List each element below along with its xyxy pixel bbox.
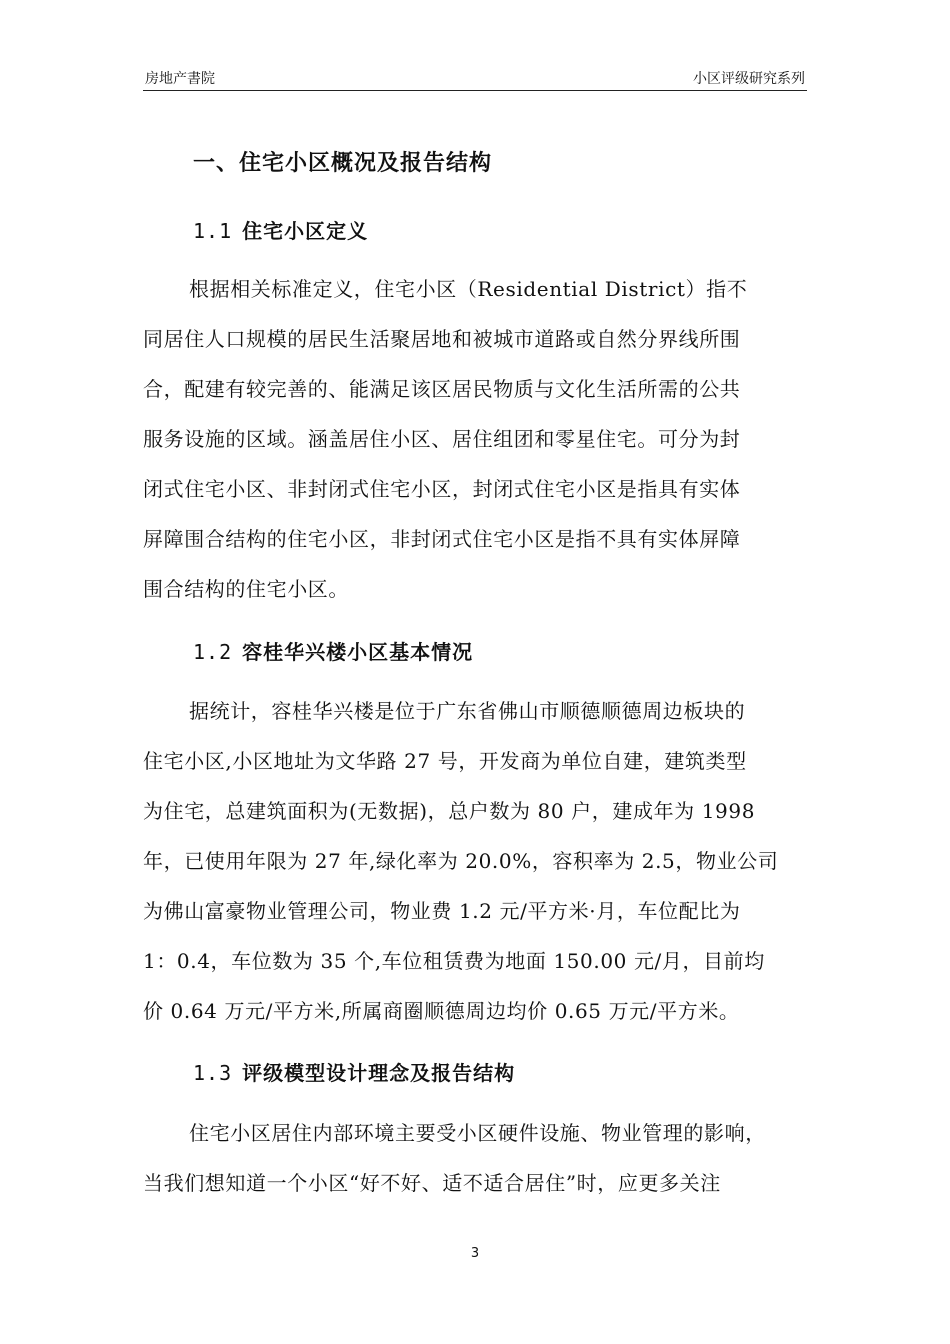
paragraph-line: 1：0.4，车位数为 35 个,车位租赁费为地面 150.00 元/月，目前均	[143, 949, 765, 973]
paragraph-line: 住宅小区居住内部环境主要受小区硬件设施、物业管理的影响，	[189, 1121, 766, 1145]
paragraph-line: 当我们想知道一个小区“好不好、适不适合居住”时，应更多关注	[143, 1171, 721, 1195]
heading-1-3-title: 评级模型设计理念及报告结构	[242, 1061, 516, 1085]
heading-1-1-number: 1.1	[193, 219, 233, 243]
paragraph-line: 年，已使用年限为 27 年,绿化率为 20.0%，容积率为 2.5，物业公司	[143, 849, 779, 873]
heading-1-3-number: 1.3	[193, 1061, 233, 1085]
paragraph-1-2	[143, 694, 811, 1044]
section-title: 一、住宅小区概况及报告结构	[193, 151, 493, 176]
header-publisher: 房地产書院	[145, 71, 215, 87]
paragraph-line: 合，配建有较完善的、能满足该区居民物质与文化生活所需的公共	[143, 377, 741, 401]
heading-1-1	[193, 215, 368, 244]
paragraph-line: 为住宅，总建筑面积为(无数据)，总户数为 80 户，建成年为 1998	[143, 799, 756, 823]
heading-1-2-number: 1.2	[193, 640, 233, 664]
page-header	[143, 64, 807, 91]
paragraph-line: 同居住人口规模的居民生活聚居地和被城市道路或自然分界线所围	[143, 327, 741, 351]
paragraph-line: 价 0.64 万元/平方米,所属商圈顺德周边均价 0.65 万元/平方米。	[143, 999, 740, 1023]
heading-1-2	[193, 636, 473, 665]
paragraph-line: 为佛山富豪物业管理公司，物业费 1.2 元/平方米·月，车位配比为	[143, 899, 741, 923]
paragraph-line: 闭式住宅小区、非封闭式住宅小区，封闭式住宅小区是指具有实体	[143, 477, 741, 501]
paragraph-line: 服务设施的区域。涵盖居住小区、居住组团和零星住宅。可分为封	[143, 427, 741, 451]
paragraph-line: 围合结构的住宅小区。	[143, 577, 349, 601]
paragraph-line: 住宅小区,小区地址为文华路 27 号，开发商为单位自建，建筑类型	[143, 749, 747, 773]
page-number: 3	[470, 1246, 480, 1261]
heading-1-2-title: 容桂华兴楼小区基本情况	[242, 640, 474, 664]
paragraph-1-3	[143, 1116, 811, 1216]
paragraph-line: 根据相关标准定义，住宅小区（Residential District）指不	[189, 277, 748, 301]
paragraph-1-1	[143, 272, 811, 622]
paragraph-line: 据统计，容桂华兴楼是位于广东省佛山市顺德顺德周边板块的	[189, 699, 746, 723]
paragraph-line: 屏障围合结构的住宅小区，非封闭式住宅小区是指不具有实体屏障	[143, 527, 741, 551]
header-series: 小区评级研究系列	[693, 71, 805, 87]
heading-1-3	[193, 1057, 515, 1086]
heading-1-1-title: 住宅小区定义	[242, 219, 369, 243]
